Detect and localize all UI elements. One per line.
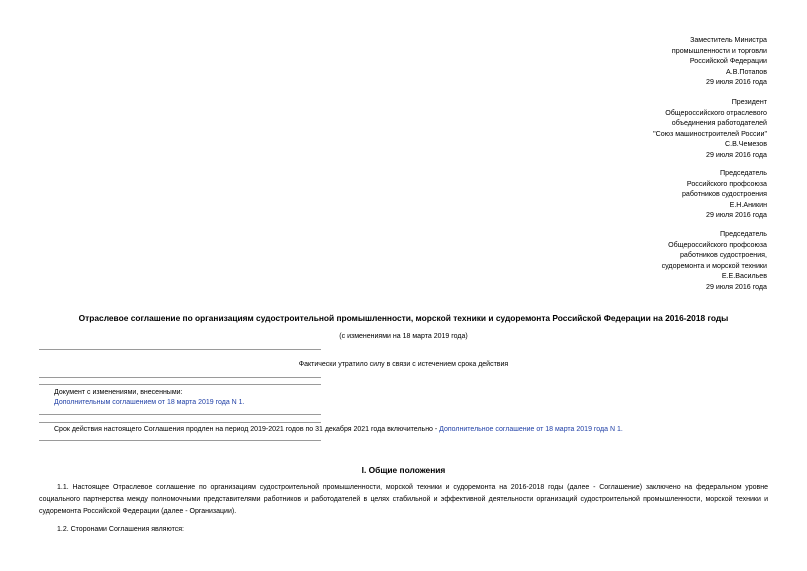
divider	[39, 414, 321, 415]
signatory-line: промышленности и торговли	[671, 46, 767, 55]
signatory-name: А.В.Потапов	[726, 67, 767, 76]
document-title: Отраслевое соглашение по организациям судостроительной промышленности, морской техники и судоремонта Российской Федерации на 2016-2018 годы	[78, 313, 729, 323]
paragraph-1-1: 1.1. Настоящее Отраслевое соглашение по организациям судостроительной промышленности, морской техники и судоремонта на 2016-2018 годы (далее - Соглашение) заключено на федеральном уровне социального партнерства между полномочными представителями работников и работодателей в целях стабильной и эффективной деятельности организаций судостроительной промышленности, морской техники и судоремонта Российской Федерации (далее - Организации).	[39, 484, 768, 515]
signatory-line: Председатель	[720, 230, 767, 238]
status-note: Фактически утратило силу в связи с истечением срока действия	[298, 361, 509, 368]
signatory-block-3	[682, 168, 767, 221]
extension-link[interactable]: Дополнительное соглашение от 18 марта 2019 года N 1.	[439, 426, 623, 433]
extension-text: Срок действия настоящего Соглашения продлен на период 2019-2021 годов по 31 декабря 2021 года включительно -	[54, 426, 440, 433]
signatory-line: Председатель	[720, 169, 767, 177]
signatory-line: Общероссийского профсоюза	[668, 240, 767, 249]
signatory-line: судоремонта и морской техники	[661, 261, 767, 270]
divider	[39, 377, 321, 378]
signatory-line: Президент	[731, 98, 767, 106]
signatory-date: 29 июля 2016 года	[706, 282, 767, 291]
signatory-line: Заместитель Министра	[690, 36, 767, 44]
extension-note	[54, 426, 623, 433]
changes-doc-link[interactable]: Дополнительным соглашением от 18 марта 2019 года N 1.	[54, 399, 245, 406]
paragraph-1-2: 1.2. Сторонами Соглашения являются:	[57, 526, 184, 533]
signatory-line: объединения работодателей	[671, 119, 767, 128]
divider	[39, 349, 321, 350]
signatory-block-4	[662, 229, 767, 293]
signatory-line: "Союз машиностроителей России"	[653, 129, 767, 138]
signatory-date: 29 июля 2016 года	[706, 78, 767, 87]
section-title: I. Общие положения	[361, 465, 446, 475]
divider	[39, 422, 321, 423]
signatory-line: Российской Федерации	[689, 57, 767, 66]
changes-doc-label: Документ с изменениями, внесенными:	[54, 389, 183, 396]
signatory-block-1	[672, 35, 767, 88]
signatory-line: работников судостроения	[681, 190, 767, 199]
signatory-line: работников судостроения,	[679, 251, 767, 260]
document-subtitle: (с изменениями на 18 марта 2019 года)	[339, 333, 468, 340]
signatory-line: Общероссийского отраслевого	[665, 108, 767, 117]
divider	[39, 384, 321, 385]
signatory-date: 29 июля 2016 года	[706, 150, 767, 159]
signatory-block-2	[653, 97, 767, 161]
signatory-name: Е.Е.Васильев	[721, 272, 767, 281]
signatory-name: Е.Н.Аникин	[729, 200, 767, 209]
divider	[39, 440, 321, 441]
signatory-line: Российского профсоюза	[686, 179, 767, 188]
signatory-date: 29 июля 2016 года	[706, 211, 767, 220]
signatory-name: С.В.Чемезов	[724, 140, 767, 149]
